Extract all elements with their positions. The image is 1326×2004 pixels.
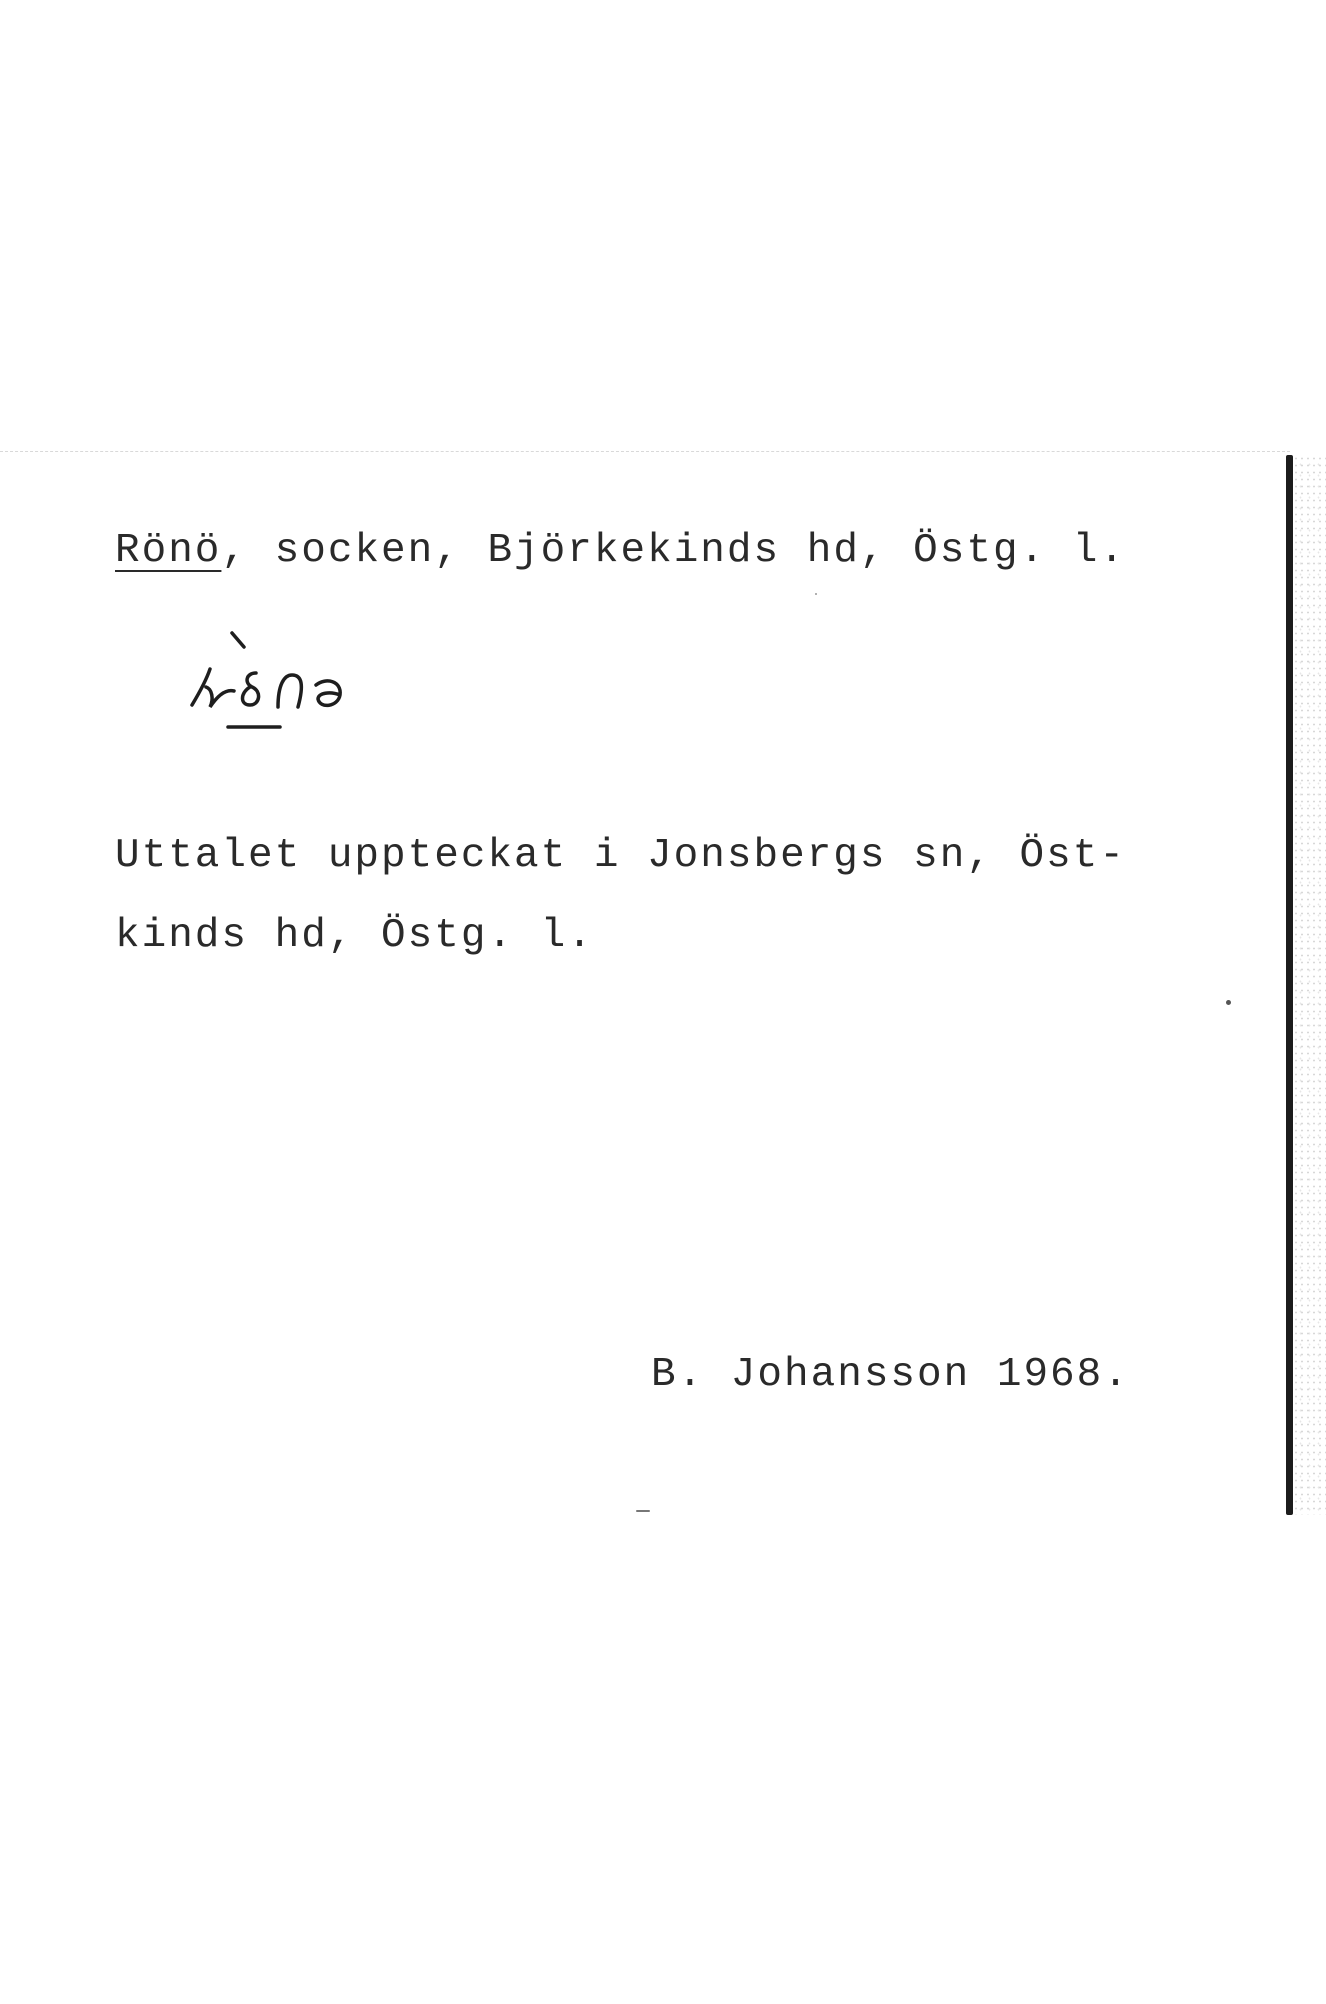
ink-speck — [815, 593, 817, 595]
card-edge-paper-texture — [1293, 455, 1326, 1515]
card-right-edge — [1286, 455, 1293, 1515]
place-name: Rönö — [115, 528, 222, 574]
place-description: , socken, Björkekinds hd, Östg. l. — [221, 528, 1126, 574]
phonetic-transcription-icon — [180, 625, 380, 765]
ink-speck — [1226, 1000, 1231, 1005]
signature: B. Johansson 1968. — [651, 1352, 1130, 1398]
ink-speck — [636, 1510, 650, 1512]
card-top-edge — [0, 451, 1290, 452]
card-heading — [115, 528, 1126, 574]
note-line-1: Uttalet uppteckat i Jonsbergs sn, Öst- — [115, 833, 1126, 879]
note-line-2: kinds hd, Östg. l. — [115, 913, 594, 959]
